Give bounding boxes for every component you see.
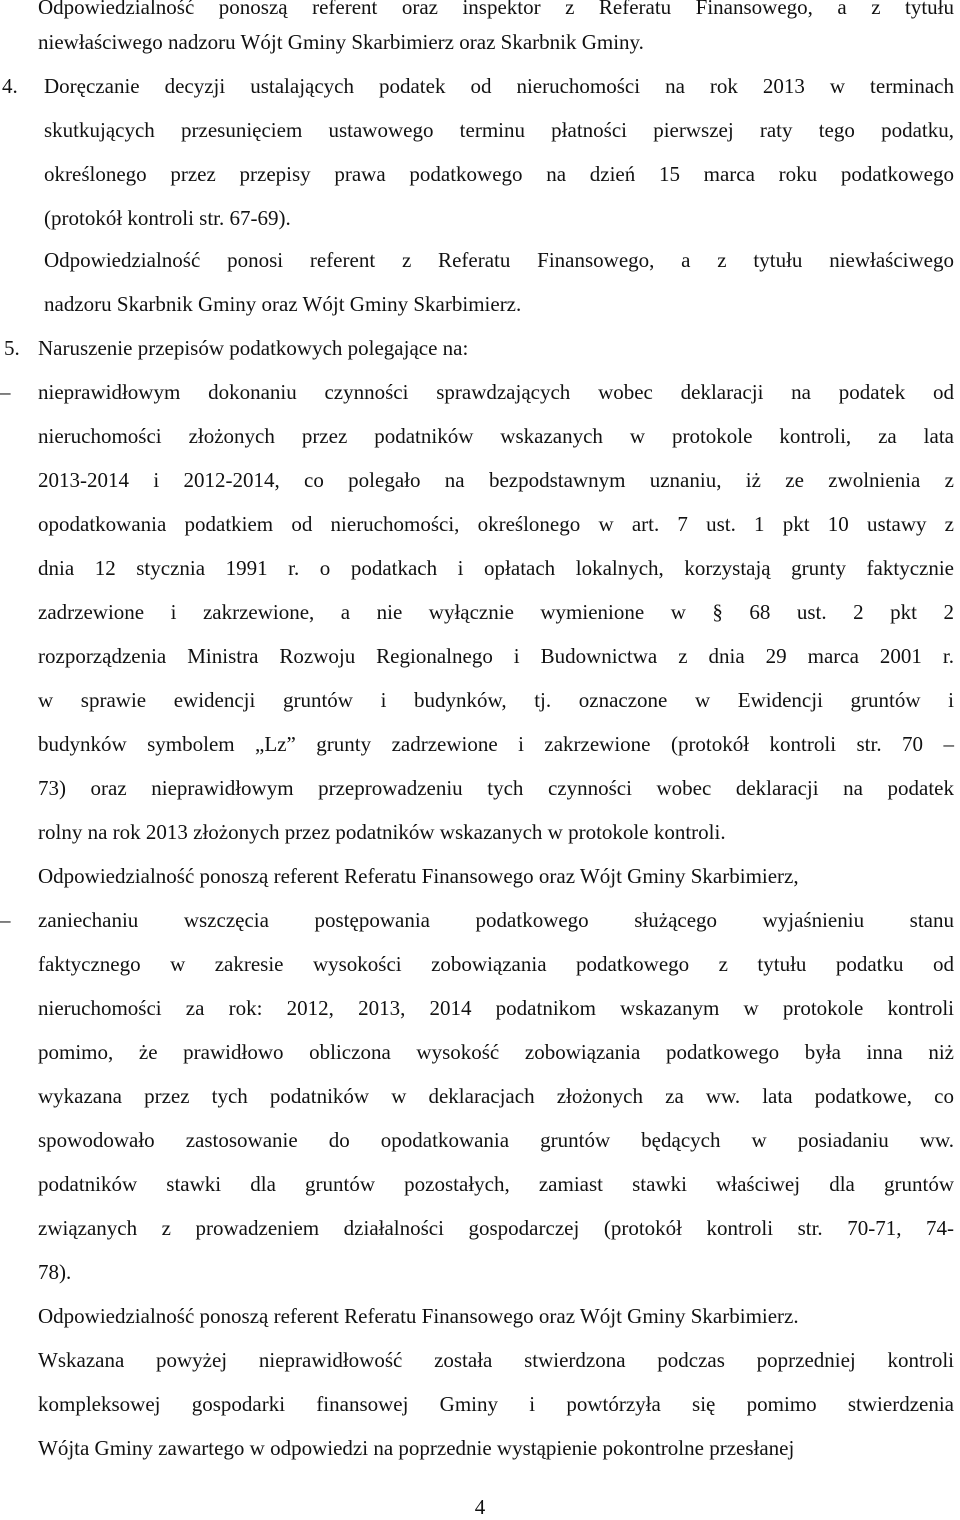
text-line: nadzoru Skarbnik Gminy oraz Wójt Gminy Skarbimierz. xyxy=(44,292,522,316)
text-line: nieprawidłowym dokonaniu czynności sprawdzających wobec deklaracji na podatek od xyxy=(38,380,954,404)
text-line: nieruchomości za rok: 2012, 2013, 2014 podatnikom wskazanym w protokole kontroli xyxy=(38,996,954,1020)
text-line: pomimo, że prawidłowo obliczona wysokość zobowiązania podatkowego była inna niż xyxy=(38,1040,954,1064)
text-line: niewłaściwego nadzoru Wójt Gminy Skarbimierz oraz Skarbnik Gminy. xyxy=(38,30,644,54)
text-line: 78). xyxy=(38,1260,72,1284)
text-line: związanych z prowadzeniem działalności gospodarczej (protokół kontroli str. 70-71, 74- xyxy=(38,1216,954,1240)
text-line: Wójta Gminy zawartego w odpowiedzi na poprzednie wystąpienie pokontrolne przesłanej xyxy=(38,1436,795,1460)
text-line: 2013-2014 i 2012-2014, co polegało na bezpodstawnym uznaniu, iż ze zwolnienia z xyxy=(38,468,954,492)
text-line: wykazana przez tych podatników w deklaracjach złożonych za ww. lata podatkowe, co xyxy=(38,1084,954,1108)
text-line: Odpowiedzialność ponoszą referent oraz inspektor z Referatu Finansowego, a z tytułu xyxy=(38,0,954,19)
text-line: Odpowiedzialność ponosi referent z Referatu Finansowego, a z tytułu niewłaściwego xyxy=(44,248,954,272)
text-line: faktycznego w zakresie wysokości zobowiązania podatkowego z tytułu podatku od xyxy=(38,952,954,976)
text-line: zaniechaniu wszczęcia postępowania podatkowego służącego wyjaśnieniu stanu xyxy=(38,908,954,932)
text-line: (protokół kontroli str. 67-69). xyxy=(44,206,291,230)
text-line: Odpowiedzialność ponoszą referent Referatu Finansowego oraz Wójt Gminy Skarbimierz. xyxy=(38,1304,799,1328)
text-line: podatników stawki dla gruntów pozostałych, zamiast stawki właściwej dla gruntów xyxy=(38,1172,954,1196)
text-line: zadrzewione i zakrzewione, a nie wyłącznie wymienione w § 68 ust. 2 pkt 2 xyxy=(38,600,954,624)
text-line: rozporządzenia Ministra Rozwoju Regionalnego i Budownictwa z dnia 29 marca 2001 r. xyxy=(38,644,954,668)
text-line: nieruchomości złożonych przez podatników wskazanych w protokole kontroli, za lata xyxy=(38,424,954,448)
text-line: 73) oraz nieprawidłowym przeprowadzeniu tych czynności wobec deklaracji na podatek xyxy=(38,776,954,800)
text-line: dnia 12 stycznia 1991 r. o podatkach i opłatach lokalnych, korzystają grunty faktycznie xyxy=(38,556,954,580)
dash-bullet: – xyxy=(0,908,11,932)
text-line: opodatkowania podatkiem od nieruchomości, określonego w art. 7 ust. 1 pkt 10 ustawy z xyxy=(38,512,954,536)
text-line: Naruszenie przepisów podatkowych polegające na: xyxy=(38,336,469,360)
text-line: rolny na rok 2013 złożonych przez podatników wskazanych w protokole kontroli. xyxy=(38,820,726,844)
text-line: Doręczanie decyzji ustalających podatek od nieruchomości na rok 2013 w terminach xyxy=(44,74,954,98)
text-line: budynków symbolem „Lz” grunty zadrzewione i zakrzewione (protokół kontroli str. 70 – xyxy=(38,732,954,756)
page-number: 4 xyxy=(474,1495,486,1519)
list-item-number: 4. xyxy=(2,74,18,98)
text-line: Odpowiedzialność ponoszą referent Referatu Finansowego oraz Wójt Gminy Skarbimierz, xyxy=(38,864,799,888)
dash-bullet: – xyxy=(0,380,11,404)
text-line: spowodowało zastosowanie do opodatkowania gruntów będących w posiadaniu ww. xyxy=(38,1128,954,1152)
text-line: w sprawie ewidencji gruntów i budynków, tj. oznaczone w Ewidencji gruntów i xyxy=(38,688,954,712)
text-line: skutkujących przesunięciem ustawowego terminu płatności pierwszej raty tego podatku, xyxy=(44,118,954,142)
text-line: kompleksowej gospodarki finansowej Gminy i powtórzyła się pomimo stwierdzenia xyxy=(38,1392,954,1416)
list-item-number: 5. xyxy=(4,336,20,360)
text-line: określonego przez przepisy prawa podatkowego na dzień 15 marca roku podatkowego xyxy=(44,162,954,186)
text-line: Wskazana powyżej nieprawidłowość została stwierdzona podczas poprzedniej kontroli xyxy=(38,1348,954,1372)
